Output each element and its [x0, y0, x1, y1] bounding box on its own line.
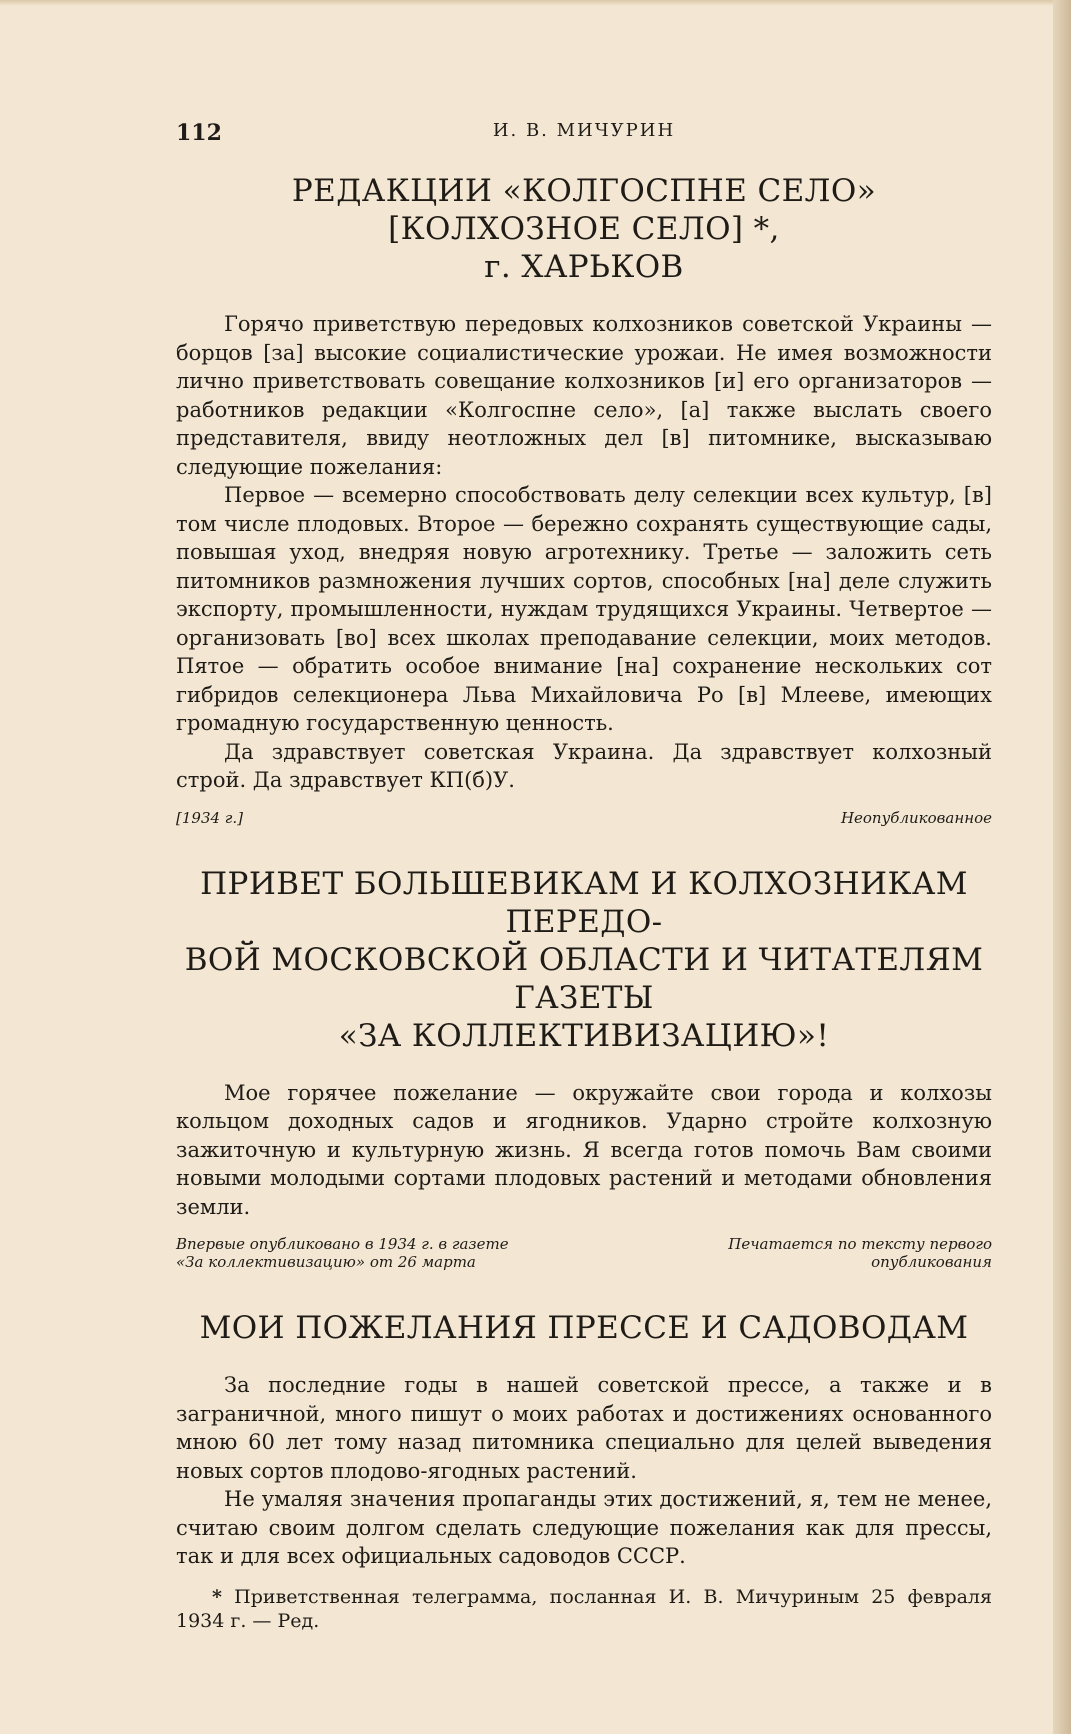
section-title-line: РЕДАКЦИИ «КОЛГОСПНЕ СЕЛО» [КОЛХОЗНОЕ СЕЛО] *,	[291, 173, 877, 247]
printing-source-line: Печатается по тексту первого	[728, 1235, 992, 1253]
printing-source-line: опубликования	[871, 1253, 992, 1271]
section-title-line: г. ХАРЬКОВ	[484, 249, 684, 285]
section-title-press-wishes	[176, 1309, 992, 1347]
paragraph-press-wishes: Не умаляя значения пропаганды этих достижений, я, тем не менее, считаю своим долгом сделать следующие пожелания как для прессы, так и для всех официальных садоводов СССР.	[176, 1487, 992, 1568]
paragraph-wishes: Первое — всемерно способствовать делу селекции всех культур, [в] том числе плодовых. Второе — бережно сохранять существующие сады, повышая уход, внедряя новую агротехнику. Третье — заложить сеть питомников размножения лучших сортов, способных [на] деле служить экспорту, промышленности, нуждам трудящихся Украины. Четвертое — организовать [во] всех школах преподавание селекции, моих методов. Пятое — обратить особое внимание [на] сохранение нескольких сот гибридов селекционера Льва Михайловича Ро [в] Млееве, имеющих громадную государственную ценность.	[176, 483, 992, 735]
section-title-line: «ЗА КОЛЛЕКТИВИЗАЦИЮ»!	[338, 1017, 830, 1054]
footnote-mark: *	[212, 1585, 222, 1608]
book-page	[176, 120, 992, 1633]
section-title-line: МОИ ПОЖЕЛАНИЯ ПРЕССЕ И САДОВОДАМ	[199, 1310, 969, 1346]
section-title-kolgospne-selo	[176, 172, 992, 286]
section-press-wishes	[176, 1309, 992, 1571]
top-shadow	[0, 0, 1071, 6]
section-greeting-moscow	[176, 865, 992, 1272]
footnote	[176, 1585, 992, 1633]
publication-date: [1934 г.]	[176, 808, 243, 827]
paragraph-press-intro: За последние годы в нашей советской прессе, а также и в заграничной, много пишут о моих работах и достижениях основанного мною 60 лет тому назад питомника специально для целей выведения новых сортов плодово-ягодных растений.	[176, 1373, 992, 1483]
page-edge	[1053, 0, 1071, 1734]
publication-meta-row	[176, 809, 992, 827]
section-title-greeting-moscow	[176, 865, 992, 1055]
paragraph-greeting: Горячо приветствую передовых колхозников советской Украины — борцов [за] высокие социалистические урожаи. Не имея возможности лично приветствовать совещание колхозников [и] его организаторов — работников редакции «Колгоспне село», [а] также выслать своего представителя, ввиду неотложных дел [в] питомнике, высказываю следующие пожелания:	[176, 312, 992, 479]
footnote-text: Приветственная телеграмма, посланная И. В. Мичуриным 25 февраля 1934 г. — Ред.	[176, 1585, 992, 1632]
publication-source-line: «За коллективизацию» от 26 марта	[176, 1253, 476, 1271]
running-title: И. В. МИЧУРИН	[492, 120, 676, 141]
publication-status: Неопубликованное	[840, 808, 992, 827]
section-title-line: ВОЙ МОСКОВСКОЙ ОБЛАСТИ И ЧИТАТЕЛЯМ ГАЗЕТЫ	[184, 941, 984, 1016]
publication-source	[176, 1235, 536, 1271]
page-number: 112	[176, 120, 222, 146]
publication-source-line: Впервые опубликовано в 1934 г. в газете	[176, 1235, 509, 1253]
printing-source	[632, 1235, 992, 1271]
section-title-line: ПРИВЕТ БОЛЬШЕВИКАМ И КОЛХОЗНИКАМ ПЕРЕДО-	[200, 865, 968, 940]
paragraph-long-live: Да здравствует советская Украина. Да здравствует колхозный строй. Да здравствует КП(б)У.	[176, 739, 992, 792]
section-kolgospne-selo	[176, 172, 992, 827]
publication-meta-row	[176, 1235, 992, 1271]
paragraph-wishes-moscow: Мое горячее пожелание — окружайте свои города и колхозы кольцом доходных садов и ягодников. Ударно стройте колхозную зажиточную и культурную жизнь. Я всегда готов помочь Вам своими новыми молодыми сортами плодовых растений и методами обновления земли.	[176, 1080, 992, 1219]
running-head	[176, 120, 992, 144]
